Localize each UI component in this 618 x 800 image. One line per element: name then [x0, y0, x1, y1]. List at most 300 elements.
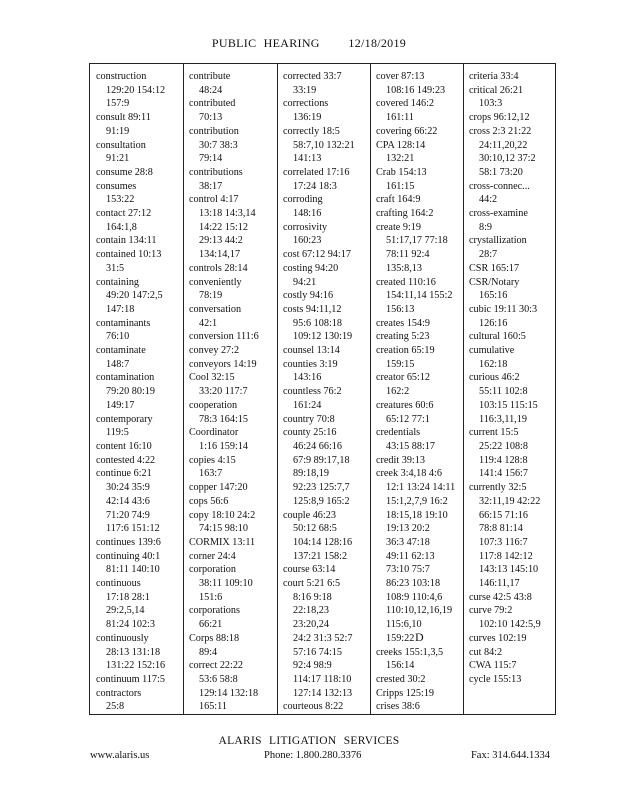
index-entry: [189, 358, 281, 372]
index-ref-line: 89:18,19: [293, 468, 329, 480]
index-ref-line: 15:1,2,7,9 16:2: [386, 495, 448, 507]
index-entry: [189, 509, 281, 536]
index-ref-line: 29:13 44:2: [199, 235, 243, 247]
index-ref-line: 67:9 89:17,18: [293, 454, 350, 466]
index-term: corrected 33:7: [283, 71, 342, 82]
index-term: covered 146:2: [376, 98, 434, 110]
index-term: curve 79:2: [469, 605, 513, 617]
index-entry: [96, 180, 188, 207]
index-ref-line: 13:18 14:3,14: [199, 208, 256, 220]
index-entry: [96, 413, 188, 440]
index-term: controls 28:14: [189, 262, 248, 274]
index-ref-line: 117:6 151:12: [106, 523, 160, 535]
index-entry: [283, 248, 375, 262]
index-entry: [189, 536, 281, 550]
index-entry: [189, 193, 281, 262]
index-entry: [376, 426, 468, 453]
index-term: cross 2:3 21:22: [469, 125, 532, 137]
index-ref-line: 38:11 109:10: [199, 578, 253, 590]
index-entry: [469, 344, 561, 371]
index-entry: [189, 371, 281, 398]
index-entry: [96, 440, 188, 454]
index-term: control 4:17: [189, 194, 239, 206]
index-ref-line: 163:7: [199, 468, 223, 480]
index-ref-line: 36:3 47:18: [386, 536, 430, 548]
index-term: creates 154:9: [376, 317, 431, 329]
index-term: creatures 60:6: [376, 399, 434, 411]
index-ref-line: 151:6: [199, 591, 223, 603]
index-term: course 63:14: [283, 564, 336, 576]
header-title: PUBLIC HEARING: [211, 36, 320, 50]
index-ref-line: 25:22 108:8: [479, 440, 528, 452]
footer-phone: Phone: 1.800.280.3376: [264, 750, 362, 761]
index-entry: [189, 276, 281, 303]
index-ref-line: 73:10 75:7: [386, 564, 430, 576]
index-ref-line: 53:6 58:8: [199, 673, 238, 685]
index-term: crystallization: [469, 235, 527, 247]
index-entry: [189, 659, 281, 710]
index-entry: [283, 303, 375, 344]
index-term: CWA 115:7: [469, 660, 517, 672]
index-ref-line: 46:24 66:16: [293, 440, 342, 452]
index-term: cumulative: [469, 345, 515, 357]
index-entry: [376, 700, 468, 710]
index-ref-line: 148:16: [293, 208, 322, 220]
index-term: costly 94:16: [283, 290, 334, 302]
index-entry: [189, 604, 281, 631]
index-entry: [96, 111, 188, 138]
index-term: continuing 40:1: [96, 550, 161, 562]
column-divider: [183, 64, 184, 714]
index-entry: [189, 303, 281, 330]
index-term: content 16:10: [96, 440, 152, 452]
index-entry: [96, 234, 188, 248]
index-term: conveniently: [189, 276, 242, 288]
index-entry: [283, 577, 375, 700]
index-column-3: [283, 70, 375, 710]
index-term: contained 10:13: [96, 249, 162, 261]
index-term: contractors: [96, 687, 142, 699]
index-ref-line: 135:8,13: [386, 262, 422, 274]
index-ref-line: 92:23 125:7,7: [293, 482, 350, 494]
index-entry: [469, 371, 561, 426]
index-term: conversion 111:6: [189, 331, 259, 343]
index-entry: [96, 467, 188, 536]
index-ref-line: 30:7 38:3: [199, 139, 238, 151]
index-entry: [469, 303, 561, 330]
index-ref-line: 24:11,20,22: [479, 139, 528, 151]
index-ref-line: 76:10: [106, 331, 130, 343]
index-term: craft 164:9: [376, 194, 421, 206]
column-divider: [463, 64, 464, 714]
index-term: contributed: [189, 98, 236, 110]
index-ref-line: 19:13 20:2: [386, 523, 430, 535]
index-entry: [376, 687, 468, 701]
index-entry: [189, 563, 281, 604]
index-ref-line: 95:6 108:18: [293, 317, 342, 329]
index-ref-line: 32:11,19 42:22: [479, 495, 541, 507]
index-ref-line: 17:18 28:1: [106, 591, 150, 603]
footer-company: ALARIS LITIGATION SERVICES: [218, 735, 400, 747]
index-ref-line: 78:19: [199, 290, 223, 302]
index-ref-line: 70:13: [199, 112, 223, 124]
index-ref-line: 66:15 71:16: [479, 509, 528, 521]
index-term: consultation: [96, 139, 146, 151]
index-term: correct 22:22: [189, 660, 244, 672]
index-term: Cripps 125:19: [376, 687, 435, 699]
index-term: cover 87:13: [376, 71, 425, 82]
index-term: cultural 160:5: [469, 331, 526, 343]
index-term: curious 46:2: [469, 372, 520, 384]
index-term: contribution: [189, 125, 239, 137]
index-term: current 15:5: [469, 427, 519, 439]
index-entry: [376, 371, 468, 398]
index-term: credentials: [376, 427, 421, 439]
index-entry: [189, 70, 281, 97]
index-ref-line: 143:16: [293, 372, 322, 384]
index-term: cross-examine: [469, 208, 528, 220]
index-entry: [376, 193, 468, 207]
index-term: cross-connec...: [469, 180, 530, 192]
index-entry: [376, 454, 468, 468]
index-term: creek 3:4,18 4:6: [376, 468, 442, 480]
index-entry: [283, 700, 375, 710]
index-ref-line: 29:2,5,14: [106, 605, 145, 617]
index-term: counsel 13:14: [283, 345, 340, 357]
index-term: copper 147:20: [189, 482, 248, 494]
index-frame: [89, 63, 556, 715]
index-entry: [469, 111, 561, 125]
index-ref-line: 30:24 35:9: [106, 482, 150, 494]
index-term: curse 42:5 43:8: [469, 591, 532, 603]
index-ref-line: 119:5: [106, 427, 129, 439]
index-term: contribute: [189, 71, 231, 82]
index-column-1: [96, 70, 188, 710]
index-term: continuous: [96, 578, 141, 590]
index-term: correlated 17:16: [283, 166, 350, 178]
index-term: Crab 154:13: [376, 166, 427, 178]
index-entry: [283, 166, 375, 193]
index-term: creating 5:23: [376, 331, 430, 343]
index-term: currently 32:5: [469, 482, 527, 494]
index-term: correctly 18:5: [283, 125, 340, 137]
index-term: corner 24:4: [189, 550, 236, 562]
index-ref-line: 8:9: [479, 221, 493, 233]
index-entry: [283, 358, 375, 385]
index-term: created 110:16: [376, 276, 436, 288]
index-entry: [96, 550, 188, 577]
index-entry: [189, 426, 281, 453]
index-ref-line: 79:14: [199, 153, 223, 165]
index-ref-line: 81:11 140:10: [106, 564, 160, 576]
index-column-4: [376, 70, 468, 710]
index-entry: [376, 207, 468, 221]
index-term: Corps 88:18: [189, 632, 240, 644]
index-ref-line: 49:11 62:13: [386, 550, 435, 562]
index-ref-line: 160:23: [293, 235, 322, 247]
index-ref-line: 129:14 132:18: [199, 687, 259, 699]
index-entry: [376, 344, 468, 371]
index-ref-line: 131:22 152:16: [106, 660, 166, 672]
index-term: Coordinator: [189, 427, 239, 439]
index-entry: [189, 454, 281, 481]
index-entry: [469, 426, 561, 481]
index-entry: [376, 70, 468, 97]
index-ref-line: 117:8 142:12: [479, 550, 533, 562]
index-ref-line: 74:15 98:10: [199, 523, 248, 535]
index-entry: [283, 426, 375, 508]
index-entry: [96, 70, 188, 111]
index-ref-line: 33:20 117:7: [199, 386, 248, 398]
index-term: Cool 32:15: [189, 372, 235, 384]
index-entry: [96, 454, 188, 468]
index-ref-line: 164:1,8: [106, 221, 137, 233]
index-entry: [96, 344, 188, 371]
index-term: crops 96:12,12: [469, 112, 530, 124]
index-ref-line: 116:3,11,19: [479, 413, 527, 425]
index-ref-line: 143:13 145:10: [479, 564, 539, 576]
index-entry: [189, 632, 281, 659]
index-entry: [189, 550, 281, 564]
index-ref-line: 48:24: [199, 84, 223, 96]
index-entry: [469, 180, 561, 207]
index-ref-line: 49:20 147:2,5: [106, 290, 163, 302]
index-entry: [469, 646, 561, 660]
index-entry: [96, 687, 188, 710]
index-ref-line: 141:13: [293, 153, 322, 165]
index-ref-line: 22:18,23: [293, 605, 329, 617]
index-entry: [96, 536, 188, 550]
index-ref-line: 31:5: [106, 262, 125, 274]
index-entry: [376, 125, 468, 139]
index-ref-line: 108:9 110:4,6: [386, 591, 443, 603]
index-entry: [96, 673, 188, 687]
index-ref-line: 43:15 88:17: [386, 440, 435, 452]
index-ref-line: 165:11: [199, 701, 227, 710]
header-date: 12/18/2019: [348, 36, 407, 50]
index-term: creeks 155:1,3,5: [376, 646, 444, 658]
index-ref-line: 162:2: [386, 386, 410, 398]
index-ref-line: 149:17: [106, 399, 135, 411]
index-ref-line: 153:22: [106, 194, 135, 206]
index-ref-line: 161:11: [386, 112, 414, 124]
index-ref-line: 103:15 115:15: [479, 399, 538, 411]
index-ref-line: 114:17 118:10: [293, 673, 352, 685]
index-ref-line: 17:24 18:3: [293, 180, 337, 192]
index-entry: [469, 659, 561, 673]
index-entry: [96, 632, 188, 673]
index-term: consult 89:11: [96, 112, 151, 124]
index-entry: [96, 317, 188, 344]
index-term: couple 46:23: [283, 509, 336, 521]
index-entry: [283, 563, 375, 577]
index-ref-line: 23:20,24: [293, 619, 329, 631]
index-ref-line: 8:16 9:18: [293, 591, 332, 603]
index-ref-line: 147:18: [106, 303, 135, 315]
index-entry: [376, 317, 468, 331]
column-divider: [277, 64, 278, 714]
index-term: consume 28:8: [96, 166, 153, 178]
index-ref-line: 55:11 102:8: [479, 386, 528, 398]
index-entry: [376, 97, 468, 124]
index-entry: [283, 385, 375, 412]
index-entry: [469, 84, 561, 111]
index-entry: [96, 371, 188, 412]
index-ref-line: 104:14 128:16: [293, 536, 353, 548]
index-term: creation 65:19: [376, 345, 435, 357]
index-ref-line: 125:8,9 165:2: [293, 495, 350, 507]
index-ref-line: 102:10 142:5,9: [479, 619, 541, 631]
index-entry: [469, 591, 561, 605]
index-entry: [376, 673, 468, 687]
index-entry: [376, 221, 468, 276]
index-ref-line: 134:14,17: [199, 249, 241, 261]
index-entry: [469, 276, 561, 303]
index-ref-line: 137:21 158:2: [293, 550, 348, 562]
index-entry: [96, 276, 188, 317]
index-column-2: [189, 70, 281, 710]
index-term: contested 4:22: [96, 454, 156, 466]
index-term: criteria 33:4: [469, 71, 519, 82]
index-ref-line: 165:16: [479, 290, 508, 302]
index-ref-line: 115:6,10: [386, 619, 422, 631]
index-entry: [189, 399, 281, 426]
index-entry: [96, 207, 188, 234]
index-ref-line: 78:8 81:14: [479, 523, 523, 535]
index-entry: [96, 577, 188, 632]
index-entry: [376, 139, 468, 166]
index-term: CSR 165:17: [469, 262, 520, 274]
index-ref-line: 109:12 130:19: [293, 331, 353, 343]
index-entry: [469, 632, 561, 646]
index-entry: [189, 344, 281, 358]
index-column-5: [469, 70, 561, 710]
index-term: contaminate: [96, 345, 146, 357]
index-ref-line: 28:7: [479, 249, 498, 261]
index-ref-line: 14:22 15:12: [199, 221, 248, 233]
index-ref-line: 38:17: [199, 180, 223, 192]
index-term: contaminants: [96, 317, 151, 329]
index-entry: [469, 234, 561, 261]
index-ref-line: 91:19: [106, 125, 130, 137]
index-ref-line: 141:4 156:7: [479, 468, 528, 480]
index-ref-line: 12:1 13:24 14:11: [386, 482, 456, 494]
index-entry: [189, 262, 281, 276]
index-entry: [283, 221, 375, 248]
index-ref-line: 42:14 43:6: [106, 495, 150, 507]
index-term: crested 30:2: [376, 673, 426, 685]
index-term: conversation: [189, 303, 242, 315]
index-term: country 70:8: [283, 413, 335, 425]
index-term: contact 27:12: [96, 208, 152, 220]
index-term: costing 94:20: [283, 262, 339, 274]
index-ref-line: 33:19: [293, 84, 317, 96]
index-entry: [376, 276, 468, 317]
index-entry: [376, 467, 468, 645]
index-entry: [283, 125, 375, 166]
index-term: CORMIX 13:11: [189, 536, 256, 548]
index-ref-line: 58:7,10 132:21: [293, 139, 355, 151]
index-term: cut 84:2: [469, 646, 503, 658]
index-term: cycle 155:13: [469, 673, 522, 685]
index-entry: [469, 207, 561, 234]
index-term: cops 56:6: [189, 495, 229, 507]
index-ref-line: 44:2: [479, 194, 498, 206]
index-ref-line: 78:3 164:15: [199, 413, 248, 425]
index-term: consumes: [96, 180, 137, 192]
index-term: continue 6:21: [96, 468, 152, 480]
index-term: continuum 117:5: [96, 673, 165, 685]
index-term: cost 67:12 94:17: [283, 249, 351, 261]
index-entry: [376, 166, 468, 193]
index-ref-line: 146:11,17: [479, 578, 520, 590]
index-entry: [189, 166, 281, 193]
index-term: courteous 8:22: [283, 701, 344, 710]
index-entry: [376, 399, 468, 426]
index-ref-line: 51:17,17 77:18: [386, 235, 448, 247]
index-entry: [189, 481, 281, 495]
index-term: construction: [96, 71, 147, 82]
index-term: contamination: [96, 372, 155, 384]
index-term: corporation: [189, 564, 236, 576]
index-entry: [469, 262, 561, 276]
index-entry: [283, 413, 375, 427]
index-term: corrosivity: [283, 221, 328, 233]
index-ref-line: 58:1 73:20: [479, 166, 523, 178]
footer-website[interactable]: www.alaris.us: [90, 750, 150, 761]
index-entry: [96, 248, 188, 275]
index-term: critical 26:21: [469, 84, 524, 96]
footer-fax: Fax: 314.644.1334: [470, 750, 550, 761]
index-ref-line: 30:10,12 37:2: [479, 153, 536, 165]
index-term: convey 27:2: [189, 345, 240, 357]
index-entry: [189, 125, 281, 166]
index-ref-line: 156:13: [386, 303, 415, 315]
index-ref-line: 28:13 131:18: [106, 646, 161, 658]
index-entry: [283, 344, 375, 358]
index-ref-line: 157:9: [106, 98, 130, 110]
index-ref-line: 129:20 154:12: [106, 84, 166, 96]
index-term: creator 65:12: [376, 372, 431, 384]
index-ref-line: 18:15,18 19:10: [386, 509, 448, 521]
index-term: contributions: [189, 166, 243, 178]
index-entry: [283, 193, 375, 220]
index-entry: [469, 481, 561, 591]
index-term: contain 134:11: [96, 235, 157, 247]
index-entry: [96, 166, 188, 180]
index-term: containing: [96, 276, 140, 288]
index-entry: [283, 70, 375, 97]
index-term: cooperation: [189, 399, 238, 411]
index-term: crafting 164:2: [376, 208, 434, 220]
index-ref-line: 24:2 31:3 52:7: [293, 632, 353, 644]
index-ref-line: 161:24: [293, 399, 322, 411]
index-entry: [469, 604, 561, 631]
index-ref-line: 25:8: [106, 701, 125, 710]
index-ref-line: 162:18: [479, 358, 508, 370]
index-entry: [283, 97, 375, 124]
index-ref-line: 65:12 77:1: [386, 413, 430, 425]
index-term: covering 66:22: [376, 125, 438, 137]
page-letter: D: [415, 630, 424, 644]
index-term: curves 102:19: [469, 632, 527, 644]
index-ref-line: 103:3: [479, 98, 503, 110]
index-ref-line: 107:3 116:7: [479, 536, 528, 548]
index-ref-line: 159:15: [386, 358, 415, 370]
index-ref-line: 127:14 132:13: [293, 687, 353, 699]
index-ref-line: 91:21: [106, 153, 130, 165]
index-term: copy 18:10 24:2: [189, 509, 256, 521]
